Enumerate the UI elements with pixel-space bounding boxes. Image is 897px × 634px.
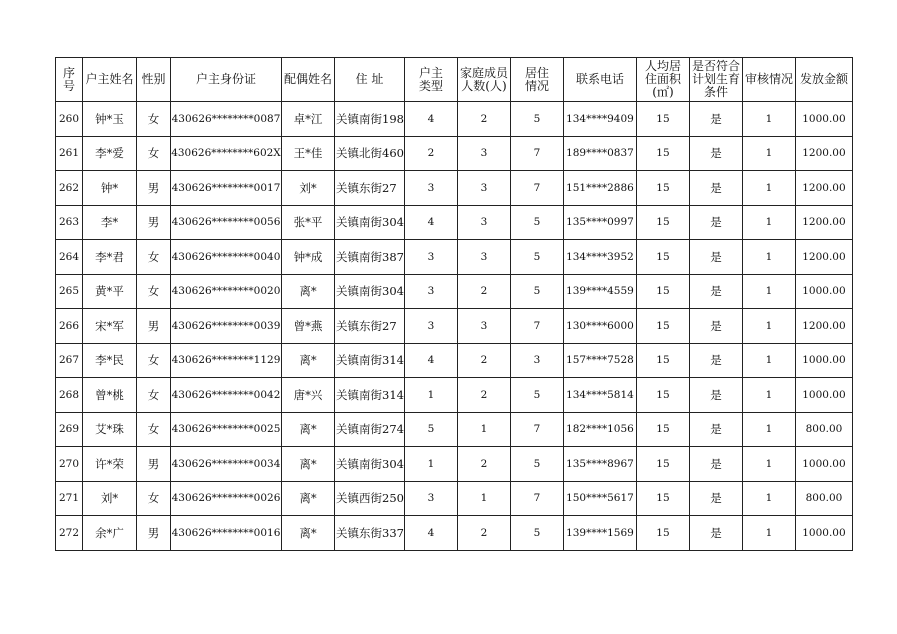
cell-family_size: 3 [457,136,510,171]
column-header-text: 计划生育 [691,72,740,86]
cell-planning: 是 [689,343,742,378]
cell-spouse_name: 离* [282,447,335,482]
cell-phone: 182****1056 [563,412,636,447]
cell-area: 15 [636,136,689,171]
cell-id_number: 430626********0026 [171,481,282,516]
cell-id_number: 430626********0087 [171,102,282,137]
cell-planning: 是 [689,516,742,551]
cell-family_size: 1 [457,412,510,447]
cell-amount: 1200.00 [795,171,852,206]
cell-owner_type: 1 [404,447,457,482]
column-header-owner_name [83,58,137,102]
cell-address: 关镇南街314 [335,343,405,378]
cell-owner_type: 4 [404,516,457,551]
cell-id_number: 430626********0017 [171,171,282,206]
cell-family_size: 3 [457,240,510,275]
cell-planning: 是 [689,412,742,447]
table-row [56,309,853,344]
cell-seq: 269 [56,412,83,447]
header-row [56,58,853,102]
cell-residence: 7 [510,136,563,171]
cell-gender: 女 [137,274,171,309]
cell-review: 1 [742,378,795,413]
cell-family_size: 3 [457,309,510,344]
cell-address: 关镇南街274 [335,412,405,447]
cell-amount: 1000.00 [795,516,852,551]
cell-review: 1 [742,309,795,344]
cell-residence: 7 [510,481,563,516]
cell-phone: 135****0997 [563,205,636,240]
cell-seq: 265 [56,274,83,309]
cell-phone: 130****6000 [563,309,636,344]
cell-owner_name: 艾*珠 [83,412,137,447]
cell-address: 关镇东街337 [335,516,405,551]
cell-seq: 271 [56,481,83,516]
cell-planning: 是 [689,481,742,516]
cell-address: 关镇南街304 [335,274,405,309]
cell-gender: 女 [137,102,171,137]
column-header-id_number [171,58,282,102]
cell-residence: 5 [510,378,563,413]
cell-spouse_name: 曾*燕 [282,309,335,344]
cell-planning: 是 [689,447,742,482]
cell-owner_name: 李*爱 [83,136,137,171]
cell-owner_name: 李*君 [83,240,137,275]
subsidy-table [55,57,853,551]
column-header-spouse_name [282,58,335,102]
cell-spouse_name: 离* [282,516,335,551]
column-header-text: (㎡) [652,85,674,99]
cell-area: 15 [636,240,689,275]
cell-area: 15 [636,309,689,344]
cell-owner_name: 钟*玉 [83,102,137,137]
cell-owner_name: 李* [83,205,137,240]
cell-address: 关镇南街198 [335,102,405,137]
cell-seq: 267 [56,343,83,378]
cell-planning: 是 [689,136,742,171]
cell-id_number: 430626********0056 [171,205,282,240]
table-row [56,481,853,516]
table-row [56,447,853,482]
cell-residence: 7 [510,171,563,206]
column-header-phone [563,58,636,102]
cell-spouse_name: 离* [282,274,335,309]
cell-phone: 150****5617 [563,481,636,516]
cell-owner_name: 李*民 [83,343,137,378]
cell-spouse_name: 离* [282,481,335,516]
cell-planning: 是 [689,240,742,275]
cell-address: 关镇南街387 [335,240,405,275]
cell-residence: 5 [510,447,563,482]
cell-planning: 是 [689,205,742,240]
column-header-planning [689,58,742,102]
cell-spouse_name: 离* [282,412,335,447]
table-row [56,205,853,240]
cell-residence: 5 [510,516,563,551]
cell-phone: 189****0837 [563,136,636,171]
cell-seq: 272 [56,516,83,551]
table-row [56,412,853,447]
cell-residence: 5 [510,274,563,309]
column-header-text: 情况 [524,78,549,93]
cell-owner_name: 余*广 [83,516,137,551]
cell-phone: 139****4559 [563,274,636,309]
table-body [56,102,853,551]
cell-amount: 1200.00 [795,136,852,171]
cell-area: 15 [636,516,689,551]
cell-area: 15 [636,102,689,137]
cell-area: 15 [636,343,689,378]
cell-family_size: 1 [457,481,510,516]
cell-id_number: 430626********0040 [171,240,282,275]
column-header-text: 发放金额 [799,72,848,86]
cell-residence: 5 [510,102,563,137]
table-row [56,171,853,206]
cell-id_number: 430626********602X [171,136,282,171]
cell-phone: 134****5814 [563,378,636,413]
column-header-residence [510,58,563,102]
cell-family_size: 2 [457,516,510,551]
cell-id_number: 430626********0016 [171,516,282,551]
cell-owner_type: 4 [404,102,457,137]
cell-gender: 男 [137,171,171,206]
cell-owner_type: 4 [404,343,457,378]
column-header-text: 配偶姓名 [283,72,332,86]
table-row [56,274,853,309]
cell-address: 关镇东街27 [335,309,405,344]
column-header-text: 住面积 [644,72,681,86]
cell-owner_name: 许*荣 [83,447,137,482]
cell-review: 1 [742,481,795,516]
cell-review: 1 [742,102,795,137]
cell-gender: 男 [137,516,171,551]
table-row [56,136,853,171]
cell-family_size: 3 [457,205,510,240]
column-header-area [636,58,689,102]
table-row [56,343,853,378]
cell-seq: 270 [56,447,83,482]
cell-phone: 139****1569 [563,516,636,551]
cell-review: 1 [742,240,795,275]
cell-seq: 266 [56,309,83,344]
column-header-text: 人数(人) [461,78,507,93]
cell-review: 1 [742,447,795,482]
cell-review: 1 [742,136,795,171]
column-header-text: 是否符合 [691,59,740,73]
column-header-text: 序 [62,65,75,80]
cell-seq: 262 [56,171,83,206]
cell-family_size: 2 [457,274,510,309]
cell-phone: 135****8967 [563,447,636,482]
cell-id_number: 430626********0020 [171,274,282,309]
cell-id_number: 430626********0042 [171,378,282,413]
cell-planning: 是 [689,274,742,309]
cell-address: 关镇东街27 [335,171,405,206]
cell-owner_type: 3 [404,309,457,344]
column-header-text: 联系电话 [575,72,624,86]
cell-residence: 7 [510,309,563,344]
cell-gender: 男 [137,205,171,240]
cell-gender: 男 [137,447,171,482]
cell-amount: 800.00 [795,412,852,447]
column-header-text: 号 [62,78,75,93]
cell-area: 15 [636,205,689,240]
cell-review: 1 [742,171,795,206]
cell-spouse_name: 唐*兴 [282,378,335,413]
cell-id_number: 430626********0039 [171,309,282,344]
cell-seq: 261 [56,136,83,171]
cell-amount: 1200.00 [795,240,852,275]
cell-spouse_name: 张*平 [282,205,335,240]
cell-spouse_name: 王*佳 [282,136,335,171]
cell-owner_type: 4 [404,205,457,240]
column-header-review [742,58,795,102]
cell-area: 15 [636,274,689,309]
cell-area: 15 [636,447,689,482]
table-row [56,240,853,275]
column-header-seq [56,58,83,102]
cell-review: 1 [742,274,795,309]
cell-family_size: 2 [457,447,510,482]
cell-spouse_name: 卓*江 [282,102,335,137]
cell-amount: 1200.00 [795,205,852,240]
column-header-text: 户主身份证 [195,72,256,86]
column-header-owner_type [404,58,457,102]
cell-gender: 女 [137,240,171,275]
cell-spouse_name: 离* [282,343,335,378]
cell-owner_name: 曾*桃 [83,378,137,413]
cell-id_number: 430626********0025 [171,412,282,447]
column-header-text: 条件 [703,85,728,99]
cell-review: 1 [742,343,795,378]
cell-seq: 268 [56,378,83,413]
cell-planning: 是 [689,171,742,206]
cell-id_number: 430626********1129 [171,343,282,378]
column-header-text: 住 址 [355,72,384,86]
cell-amount: 1000.00 [795,343,852,378]
cell-owner_name: 宋*军 [83,309,137,344]
cell-review: 1 [742,412,795,447]
cell-owner_type: 3 [404,240,457,275]
cell-amount: 1000.00 [795,274,852,309]
cell-gender: 女 [137,136,171,171]
cell-amount: 1000.00 [795,102,852,137]
cell-address: 关镇北街460 [335,136,405,171]
cell-seq: 264 [56,240,83,275]
cell-gender: 女 [137,343,171,378]
cell-gender: 女 [137,481,171,516]
cell-owner_name: 钟* [83,171,137,206]
cell-residence: 5 [510,240,563,275]
cell-spouse_name: 钟*成 [282,240,335,275]
column-header-text: 户主姓名 [85,72,134,86]
table-header [56,58,853,102]
cell-area: 15 [636,171,689,206]
cell-seq: 260 [56,102,83,137]
cell-family_size: 3 [457,171,510,206]
table-row [56,102,853,137]
cell-residence: 7 [510,412,563,447]
column-header-text: 家庭成员 [459,65,508,80]
cell-phone: 134****3952 [563,240,636,275]
column-header-gender [137,58,171,102]
cell-owner_type: 2 [404,136,457,171]
cell-address: 关镇西街250 [335,481,405,516]
column-header-amount [795,58,852,102]
cell-residence: 3 [510,343,563,378]
table-row [56,378,853,413]
column-header-text: 户主 [418,65,443,80]
column-header-text: 审核情况 [744,72,793,86]
cell-amount: 1000.00 [795,378,852,413]
column-header-text: 性别 [141,72,166,86]
cell-phone: 157****7528 [563,343,636,378]
cell-area: 15 [636,481,689,516]
cell-family_size: 2 [457,343,510,378]
column-header-text: 居住 [524,65,549,80]
cell-owner_type: 3 [404,481,457,516]
column-header-address [335,58,405,102]
cell-owner_name: 刘* [83,481,137,516]
cell-review: 1 [742,205,795,240]
cell-residence: 5 [510,205,563,240]
cell-gender: 男 [137,309,171,344]
cell-amount: 1200.00 [795,309,852,344]
cell-family_size: 2 [457,378,510,413]
column-header-family_size [457,58,510,102]
cell-owner_type: 5 [404,412,457,447]
column-header-text: 类型 [418,78,443,93]
cell-spouse_name: 刘* [282,171,335,206]
cell-planning: 是 [689,378,742,413]
cell-amount: 1000.00 [795,447,852,482]
cell-id_number: 430626********0034 [171,447,282,482]
cell-seq: 263 [56,205,83,240]
cell-address: 关镇南街304 [335,205,405,240]
column-header-text: 人均居 [644,59,681,73]
cell-area: 15 [636,412,689,447]
table-row [56,516,853,551]
cell-gender: 女 [137,412,171,447]
cell-amount: 800.00 [795,481,852,516]
cell-address: 关镇南街314 [335,378,405,413]
cell-planning: 是 [689,102,742,137]
cell-address: 关镇南街304 [335,447,405,482]
cell-phone: 151****2886 [563,171,636,206]
cell-gender: 女 [137,378,171,413]
cell-owner_type: 3 [404,171,457,206]
cell-area: 15 [636,378,689,413]
cell-review: 1 [742,516,795,551]
cell-owner_name: 黄*平 [83,274,137,309]
cell-phone: 134****9409 [563,102,636,137]
cell-owner_type: 1 [404,378,457,413]
cell-planning: 是 [689,309,742,344]
cell-owner_type: 3 [404,274,457,309]
cell-family_size: 2 [457,102,510,137]
